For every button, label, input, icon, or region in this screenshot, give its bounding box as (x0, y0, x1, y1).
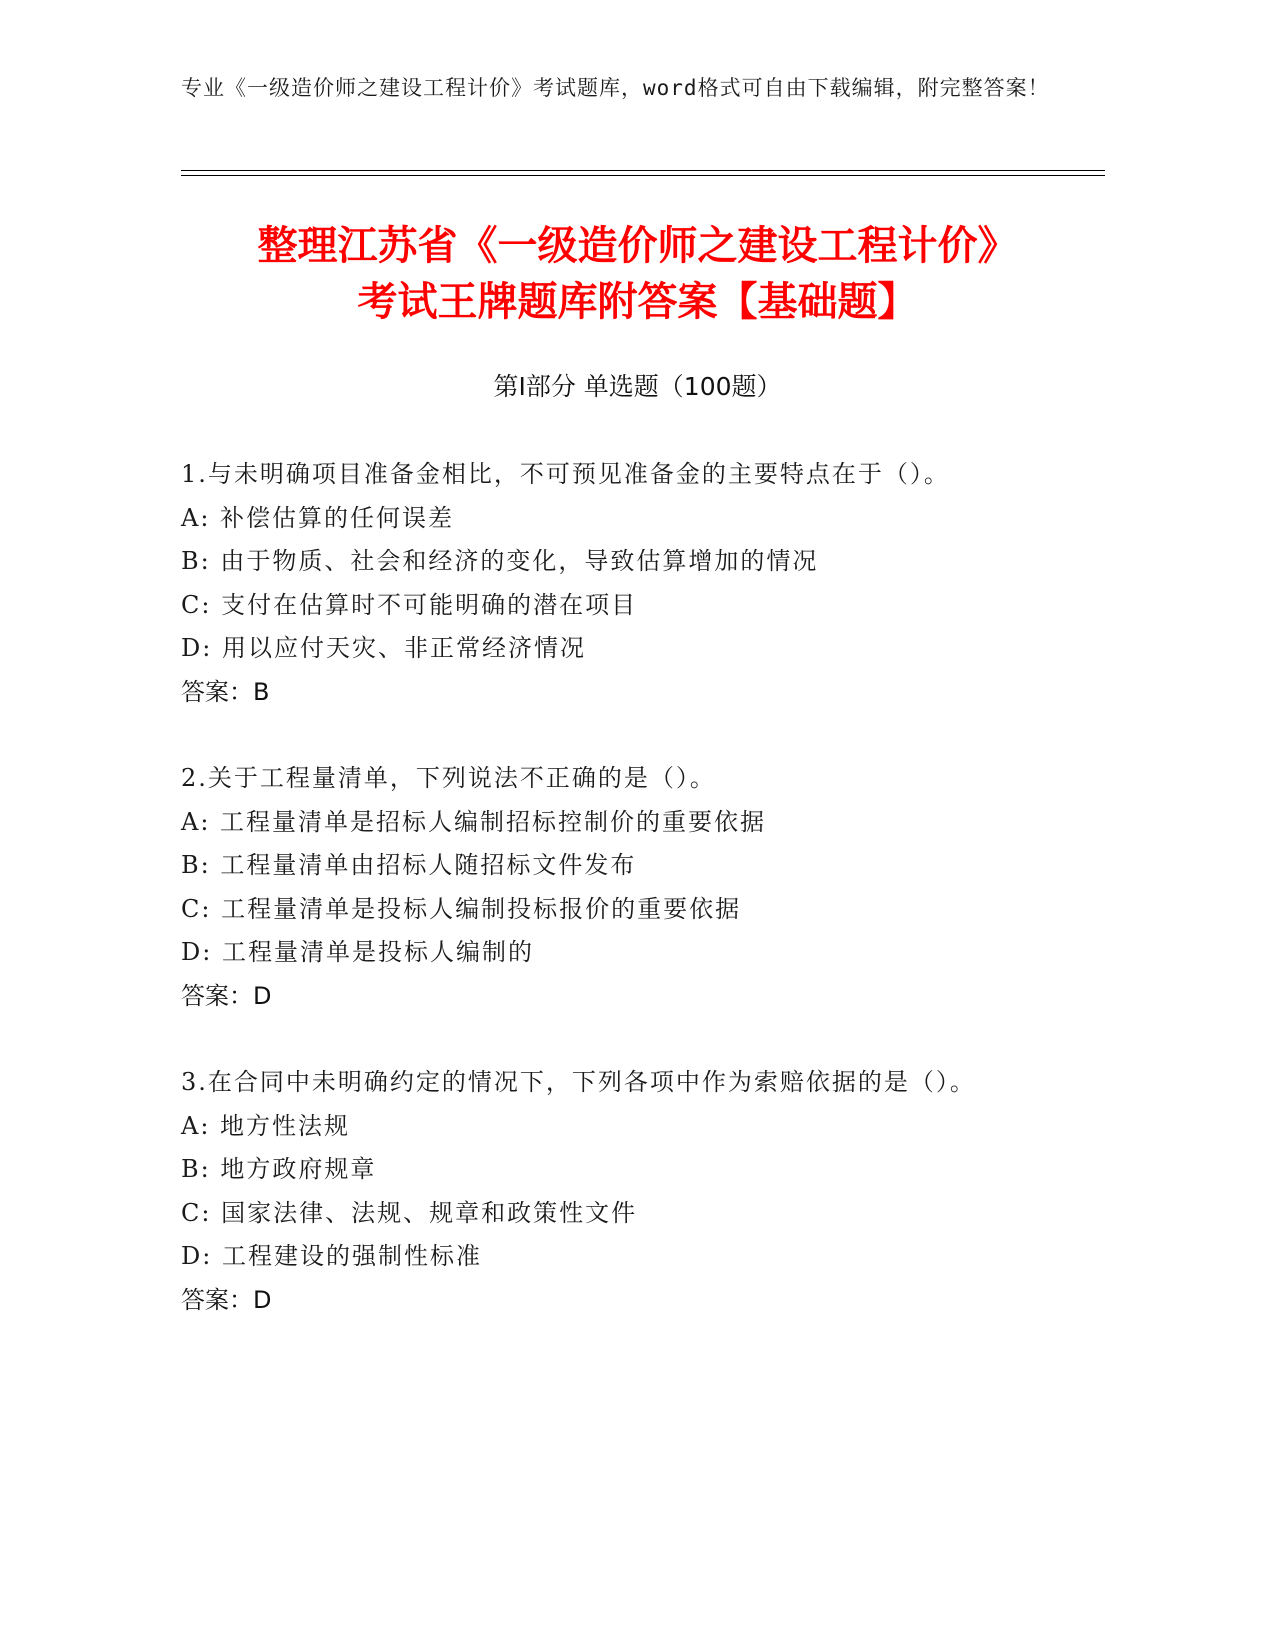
option-a: A: 地方性法规 (181, 1111, 351, 1140)
question-stem: 3.在合同中未明确约定的情况下，下列各项中作为索赔依据的是（）。 (181, 1068, 976, 1096)
option-d: D: 工程量清单是投标人编制的 (181, 938, 534, 966)
option-c: C: 国家法律、法规、规章和政策性文件 (181, 1198, 638, 1227)
question-list (181, 453, 1081, 1365)
question-stem: 2.关于工程量清单，下列说法不正确的是（）。 (181, 764, 716, 792)
option-a: A: 补偿估算的任何误差 (181, 503, 455, 532)
question-stem: 1.与未明确项目准备金相比，不可预见准备金的主要特点在于（）。 (181, 460, 950, 488)
title-line-1: 整理江苏省《一级造价师之建设工程计价》 (257, 223, 1018, 269)
option-d: D: 用以应付天灾、非正常经济情况 (181, 634, 586, 662)
question-3 (181, 1061, 1081, 1322)
option-b: B: 工程量清单由招标人随招标文件发布 (181, 851, 637, 879)
answer: 答案：B (181, 677, 270, 706)
option-a: A: 工程量清单是招标人编制招标控制价的重要依据 (181, 807, 767, 836)
section-heading: 第Ⅰ部分 单选题（100题） (493, 372, 782, 401)
answer: 答案：D (181, 981, 272, 1010)
title-line-2: 考试王牌题库附答案【基础题】 (357, 279, 918, 325)
question-1 (181, 453, 1081, 714)
answer: 答案：D (181, 1285, 272, 1314)
option-c: C: 支付在估算时不可能明确的潜在项目 (181, 590, 638, 619)
header-note: 专业《一级造价师之建设工程计价》考试题库，word格式可自由下载编辑，附完整答案！ (181, 76, 1050, 100)
document-title (140, 218, 1135, 330)
option-b: B: 地方政府规章 (181, 1155, 377, 1183)
option-c: C: 工程量清单是投标人编制投标报价的重要依据 (181, 894, 742, 923)
option-d: D: 工程建设的强制性标准 (181, 1242, 482, 1270)
header-divider-top (181, 170, 1105, 171)
question-2 (181, 757, 1081, 1018)
header-divider-bottom (181, 175, 1105, 176)
option-b: B: 由于物质、社会和经济的变化，导致估算增加的情况 (181, 547, 819, 575)
